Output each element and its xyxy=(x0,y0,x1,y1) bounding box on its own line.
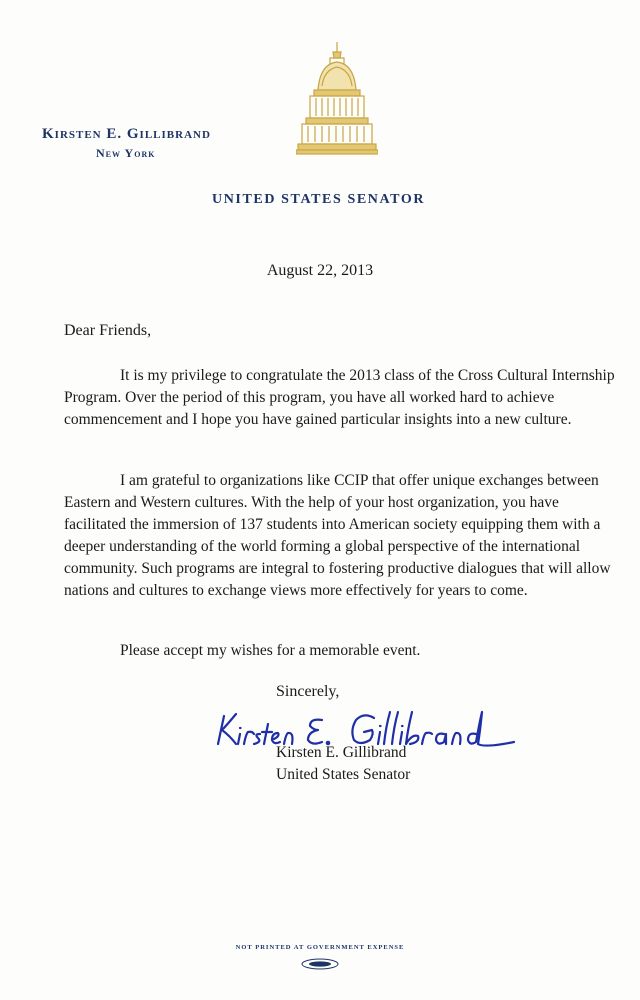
capitol-dome-icon xyxy=(296,40,378,160)
sender-state: New York xyxy=(96,146,156,160)
footer-notice: NOT PRINTED AT GOVERNMENT EXPENSE xyxy=(235,944,405,951)
office-title: UNITED STATES SENATOR xyxy=(212,192,426,207)
body-paragraph: It is my privilege to congratulate the 2013 class of the Cross Cultural Internship Program. Over the period of this program, you have all worked hard to achieve commencement and I hope you have gained particular insights into a new culture. xyxy=(64,367,615,428)
salutation: Dear Friends, xyxy=(64,322,152,339)
sender-name: Kirsten E. Gillibrand xyxy=(42,126,211,142)
signed-name: Kirsten E. Gillibrand xyxy=(276,744,407,761)
letter-date: August 22, 2013 xyxy=(266,262,374,279)
closing: Sincerely, xyxy=(276,683,340,700)
union-bug-icon xyxy=(300,958,340,970)
signed-title: United States Senator xyxy=(276,766,411,783)
body-paragraph: I am grateful to organizations like CCIP that offer unique exchanges between Eastern and Western cultures. With the help of your host organization, you have facilitated the immersion of 137 students into American society equipping them with a deeper understanding of the world forming a global perspective of the international community. Such programs are integral to fostering productive dialogues that will allow nations and cultures to exchange views more effectively for years to come. xyxy=(64,472,611,599)
body-paragraph: Please accept my wishes for a memorable event. xyxy=(120,642,421,659)
